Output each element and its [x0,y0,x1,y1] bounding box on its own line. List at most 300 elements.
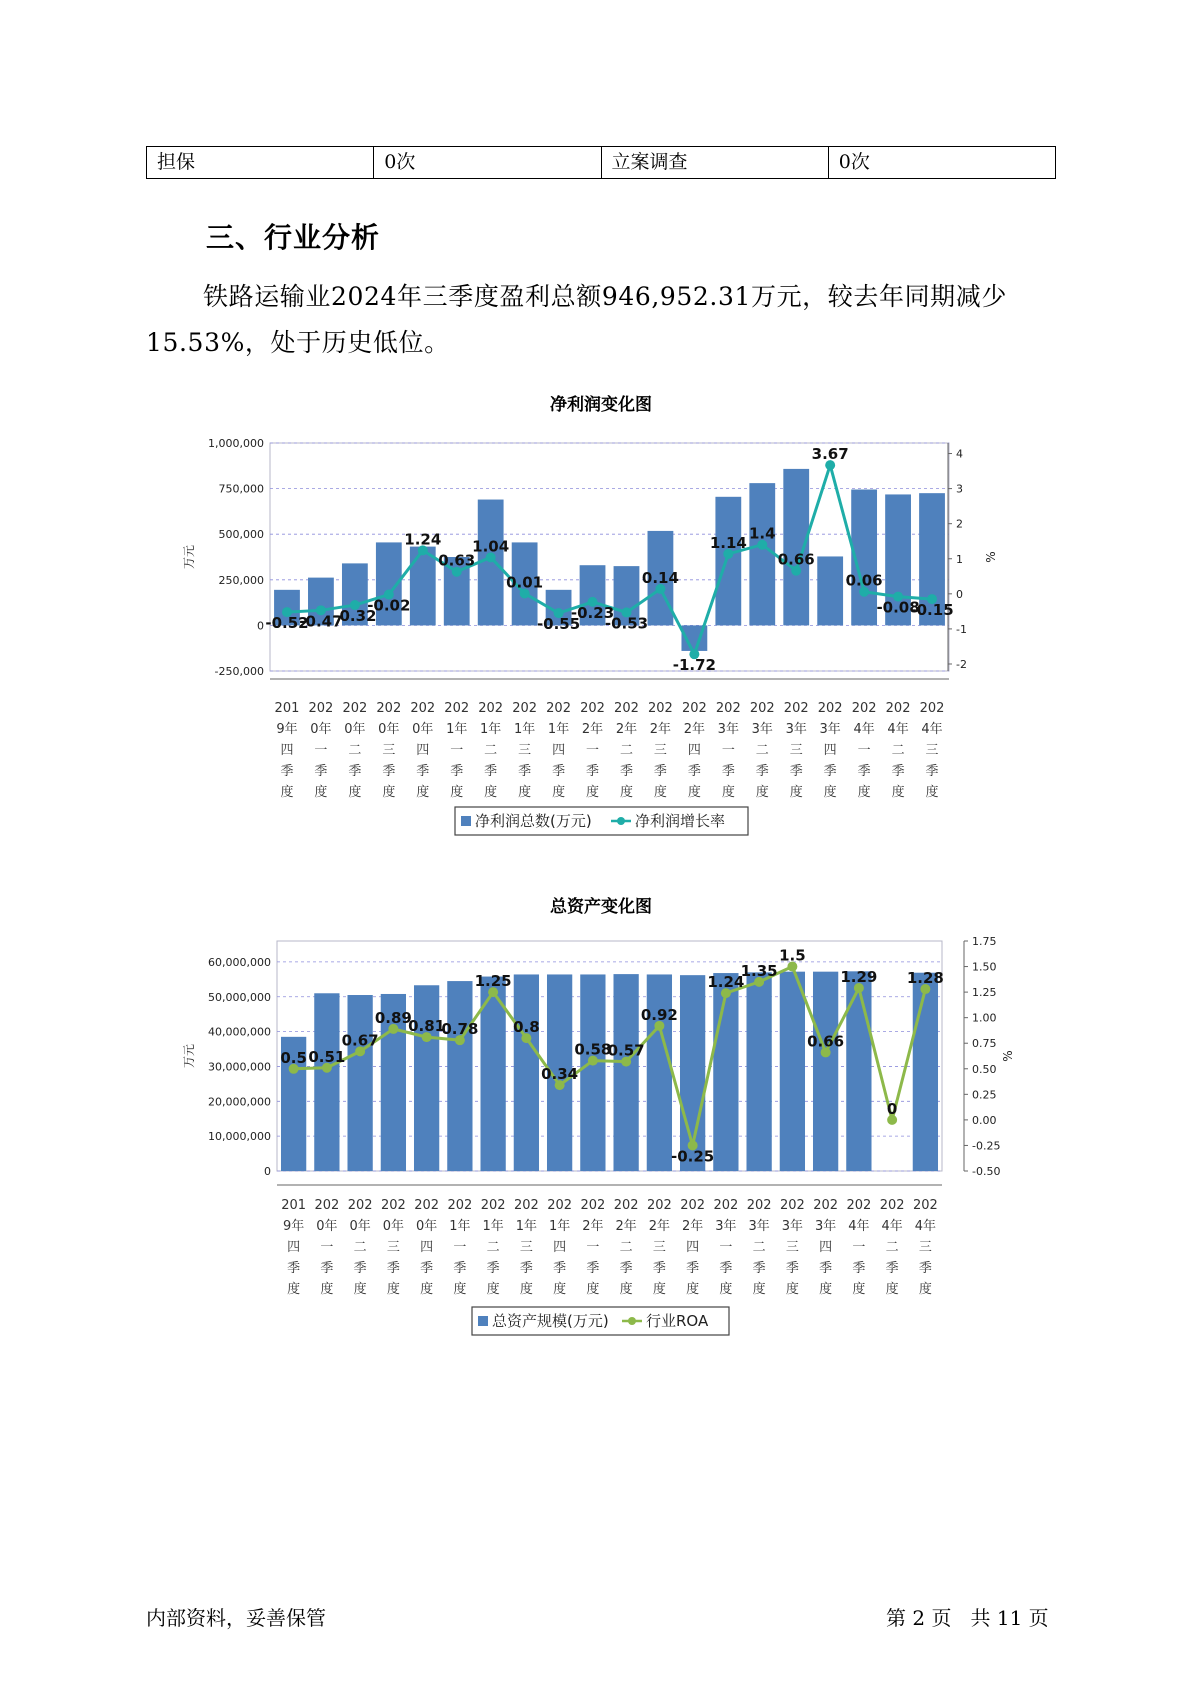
data-label: 1.29 [840,968,878,987]
x-tick-label: 0年 [382,1219,405,1234]
x-tick-label: 季 [619,764,633,779]
y2-axis-label: % [984,551,998,563]
y-tick-label: -250,000 [214,665,264,678]
y2-tick-label: -0.50 [972,1165,1001,1178]
x-tick-label: 度 [518,785,532,800]
data-label: 0.81 [408,1017,446,1036]
x-tick-label: 202 [648,701,673,716]
x-tick-label: 季 [785,1261,799,1276]
y-tick-label: 30,000,000 [208,1060,271,1074]
y2-tick-label: 1.50 [972,960,997,974]
legend-label: 净利润增长率 [635,812,726,830]
x-tick-label: 季 [484,764,498,779]
y2-tick-label: 0.50 [972,1062,997,1076]
x-tick-label: 二 [619,743,633,758]
summary-table [146,146,1056,179]
bar [913,973,938,1171]
data-label: 0 [886,1099,898,1118]
x-tick-label: 度 [857,785,871,800]
x-tick-label: 1年 [548,1219,571,1234]
x-tick-label: 3年 [785,722,807,737]
x-tick-label: 季 [519,1261,533,1276]
x-tick-label: 202 [614,701,639,716]
x-tick-label: 202 [783,701,809,716]
x-tick-label: 202 [512,701,538,716]
x-tick-label: 202 [513,1198,539,1213]
x-tick-label: 度 [885,1282,899,1297]
x-tick-label: 四 [416,743,430,758]
x-tick-label: 度 [314,785,328,800]
x-tick-label: 三 [789,743,803,758]
x-tick-label: 四 [553,1240,567,1255]
x-tick-label: 4年 [881,1219,903,1234]
table-cell: 0次 [828,147,1055,179]
x-tick-label: 2年 [582,1219,604,1234]
x-tick-label: 度 [925,785,939,800]
y-tick-label: 60,000,000 [208,955,271,969]
x-tick-label: 2年 [648,1219,671,1234]
total-assets-chart [180,895,1015,1345]
data-label: -1.72 [672,656,716,675]
data-label: 0.66 [777,550,815,569]
x-tick-label: 度 [453,1282,467,1297]
x-tick-label: 202 [715,701,741,716]
x-tick-label: 度 [420,1282,434,1297]
data-label: 0.01 [506,573,544,592]
x-tick-label: 202 [879,1198,905,1213]
x-tick-label: 202 [308,701,334,716]
x-tick-label: 度 [755,785,769,800]
x-tick-label: 三 [785,1240,799,1255]
x-tick-label: 4年 [848,1219,870,1234]
bar [580,974,605,1171]
bar [314,993,339,1171]
x-tick-label: 度 [918,1282,932,1297]
x-tick-label: 2年 [649,722,672,737]
x-tick-label: 季 [518,764,532,779]
y2-tick-label: 2 [956,517,963,531]
x-tick-label: 四 [552,743,566,758]
x-tick-label: 季 [719,1261,733,1276]
y-tick-label: 10,000,000 [208,1130,271,1144]
x-tick-label: 201 [281,1198,307,1213]
x-tick-label: 度 [653,785,667,800]
x-tick-label: 四 [823,743,837,758]
data-label: -0.23 [570,603,615,622]
data-label: 0.5 [280,1048,307,1067]
data-label: -0.08 [876,598,920,617]
x-tick-label: 季 [752,1261,766,1276]
y-tick-label: 0 [264,1165,271,1178]
x-tick-label: 四 [687,743,701,758]
y-axis-label: 万元 [182,544,196,570]
data-label: 1.14 [709,533,747,552]
y2-tick-label: 1.00 [972,1011,997,1025]
table-cell: 担保 [147,147,374,179]
bar [410,547,436,626]
data-label: -0.52 [265,614,309,633]
x-tick-label: 度 [619,785,633,800]
x-tick-label: 9年 [282,1219,305,1234]
y2-tick-label: 0.25 [972,1088,997,1102]
x-tick-label: 度 [552,785,566,800]
x-tick-label: 季 [353,1261,367,1276]
bar [817,556,843,625]
x-tick-label: 202 [851,701,877,716]
x-tick-label: 一 [586,1240,600,1255]
x-tick-label: 季 [287,1261,301,1276]
x-tick-label: 202 [912,1198,938,1213]
bar [613,974,638,1171]
x-tick-label: 度 [484,785,498,800]
y2-tick-label: 1 [956,552,963,566]
x-tick-label: 季 [619,1261,633,1276]
x-tick-label: 季 [486,1261,500,1276]
x-tick-label: 季 [320,1261,334,1276]
x-tick-label: 季 [687,764,701,779]
x-tick-label: 度 [280,785,294,800]
x-tick-label: 一 [314,743,328,758]
x-tick-label: 1年 [515,1219,538,1234]
x-tick-label: 一 [453,1240,467,1255]
x-tick-label: 季 [416,764,430,779]
data-label: 3.67 [811,445,849,464]
x-tick-label: 度 [619,1282,633,1297]
x-tick-label: 3年 [751,722,773,737]
x-tick-label: 202 [580,701,605,716]
x-tick-label: 0年 [415,1219,438,1234]
x-tick-label: 1年 [446,722,468,737]
x-tick-label: 2年 [615,722,638,737]
data-label: 0.51 [308,1047,346,1066]
x-tick-label: 三 [653,743,667,758]
x-tick-label: 度 [823,785,837,800]
data-label: 1.4 [748,524,776,543]
x-tick-label: 季 [552,764,566,779]
x-tick-label: 1年 [547,722,570,737]
data-label: 0.14 [641,568,679,587]
data-label: 0.89 [374,1008,412,1027]
x-tick-label: 二 [348,743,362,758]
x-tick-label: 度 [586,785,600,800]
x-tick-label: 度 [353,1282,367,1297]
x-tick-label: 三 [918,1240,932,1255]
x-tick-label: 202 [444,701,470,716]
x-tick-label: 二 [891,743,905,758]
x-tick-label: 四 [280,743,294,758]
x-tick-label: 季 [280,764,294,779]
x-tick-label: 季 [386,1261,400,1276]
x-tick-label: 1年 [449,1219,471,1234]
x-tick-label: 三 [518,743,532,758]
x-tick-label: 2年 [615,1219,637,1234]
x-tick-label: 1年 [482,1219,504,1234]
x-tick-label: 季 [586,764,600,779]
y-tick-label: 20,000,000 [208,1095,271,1109]
x-tick-label: 二 [755,743,769,758]
x-tick-label: 四 [420,1240,434,1255]
y2-tick-label: 0 [956,587,963,601]
x-tick-label: 度 [789,785,803,800]
x-tick-label: 3年 [715,1219,737,1234]
x-tick-label: 4年 [853,722,875,737]
y-axis-label: 万元 [182,1043,196,1069]
x-tick-label: 季 [382,764,396,779]
x-tick-label: 202 [779,1198,805,1213]
data-label: -0.55 [536,615,581,634]
footer-confidential: 内部资料，妥善保管 [146,1606,326,1630]
data-label: -0.47 [299,612,343,631]
x-tick-label: 0年 [344,722,366,737]
data-label: 0.34 [541,1065,579,1084]
data-label: 1.5 [779,946,806,965]
x-tick-label: 202 [713,1198,739,1213]
data-label: 1.35 [740,961,778,980]
x-tick-label: 0年 [412,722,434,737]
x-tick-label: 度 [416,785,430,800]
y-tick-label: 40,000,000 [208,1025,271,1039]
x-tick-label: 度 [721,785,735,800]
data-label: 0.8 [513,1018,540,1037]
x-tick-label: 三 [925,743,939,758]
x-tick-label: 一 [719,1240,733,1255]
x-tick-label: 季 [686,1261,700,1276]
x-tick-label: 三 [519,1240,533,1255]
x-tick-label: 202 [376,701,402,716]
x-tick-label: 9年 [276,722,298,737]
x-tick-label: 202 [646,1198,672,1213]
x-tick-label: 度 [553,1282,567,1297]
x-tick-label: 季 [891,764,905,779]
x-tick-label: 202 [613,1198,639,1213]
bar [514,974,539,1171]
x-tick-label: 季 [453,1261,467,1276]
data-label: 0.67 [341,1031,379,1050]
y2-tick-label: -2 [956,657,967,671]
data-label: -0.25 [671,1147,715,1166]
x-tick-label: 2年 [581,722,604,737]
x-tick-label: 季 [348,764,362,779]
x-tick-label: 二 [885,1240,899,1255]
data-label: 0.63 [438,551,476,570]
data-label: -0.02 [367,596,411,615]
x-tick-label: 四 [287,1240,301,1255]
x-tick-label: 202 [885,701,911,716]
analysis-paragraph: 铁路运输业2024年三季度盈利总额946,952.31万元，较去年同期减少15.53%，处于历史低位。 [146,282,1007,357]
x-tick-label: 一 [586,743,600,758]
y-tick-label: 250,000 [218,573,264,587]
bar [846,971,871,1171]
bar [813,972,838,1171]
x-tick-label: 季 [450,764,464,779]
x-tick-label: 3年 [717,722,739,737]
data-label: -0.32 [333,607,377,626]
x-tick-label: 季 [586,1261,600,1276]
x-tick-label: 一 [857,743,871,758]
x-tick-label: 1年 [480,722,502,737]
x-tick-label: 202 [478,701,504,716]
x-tick-label: 202 [447,1198,473,1213]
data-label: 1.25 [474,972,512,991]
data-label: 0.06 [845,571,883,590]
x-tick-label: 202 [749,701,775,716]
data-label: 1.04 [472,537,510,556]
x-tick-label: 度 [486,1282,500,1297]
y2-tick-label: 4 [956,447,963,461]
x-tick-label: 季 [819,1261,833,1276]
data-label: 1.24 [707,973,745,992]
x-tick-label: 度 [785,1282,799,1297]
x-tick-label: 三 [652,1240,666,1255]
data-label: -0.15 [910,601,954,620]
x-tick-label: 1年 [513,722,536,737]
bar [647,974,672,1171]
x-tick-label: 四 [686,1240,700,1255]
x-tick-label: 季 [789,764,803,779]
x-tick-label: 202 [546,701,571,716]
x-tick-label: 度 [819,1282,833,1297]
x-tick-label: 季 [652,1261,666,1276]
y-tick-label: 1,000,000 [208,437,264,450]
x-tick-label: 202 [380,1198,406,1213]
x-tick-label: 度 [686,1282,700,1297]
y2-tick-label: 0.75 [972,1037,997,1051]
table-cell: 立案调查 [601,147,828,179]
section-heading: 三、行业分析 [206,221,381,254]
x-tick-label: 202 [846,1198,872,1213]
x-tick-label: 度 [382,785,396,800]
x-tick-label: 3年 [781,1219,804,1234]
x-tick-label: 0年 [316,1219,338,1234]
data-label: 0.78 [441,1020,479,1039]
x-tick-label: 度 [719,1282,733,1297]
x-tick-label: 三 [382,743,396,758]
bar [749,483,775,625]
x-tick-label: 202 [480,1198,506,1213]
bar [447,981,472,1171]
x-tick-label: 2年 [683,722,706,737]
x-tick-label: 一 [852,1240,866,1255]
bar [746,972,771,1171]
x-tick-label: 季 [755,764,769,779]
x-tick-label: 202 [817,701,843,716]
chart-title: 净利润变化图 [550,395,652,415]
x-tick-label: 3年 [814,1219,837,1234]
x-tick-label: 季 [918,1261,932,1276]
x-tick-label: 季 [553,1261,567,1276]
x-tick-label: 202 [680,1198,706,1213]
x-tick-label: 季 [823,764,837,779]
x-tick-label: 201 [274,701,300,716]
x-tick-label: 202 [547,1198,573,1213]
y2-tick-label: 0.00 [972,1113,997,1127]
y-tick-label: 0 [257,619,264,633]
bar [780,972,805,1171]
data-label: 0.57 [607,1041,645,1060]
data-label: 0.92 [640,1005,678,1024]
data-label: -0.53 [604,614,649,633]
x-tick-label: 季 [925,764,939,779]
x-tick-label: 季 [885,1261,899,1276]
y2-tick-label: -1 [956,622,967,636]
x-tick-label: 202 [746,1198,772,1213]
data-label: 0.58 [574,1040,612,1059]
y-tick-label: 500,000 [218,528,264,542]
bar [414,985,439,1171]
x-tick-label: 度 [652,1282,666,1297]
chart-title: 总资产变化图 [550,897,652,917]
x-tick-label: 二 [752,1240,766,1255]
y-tick-label: 50,000,000 [208,990,271,1004]
x-tick-label: 四 [819,1240,833,1255]
x-tick-label: 202 [681,701,707,716]
x-tick-label: 度 [450,785,464,800]
bar [715,497,741,626]
data-label: 1.24 [404,530,442,549]
x-tick-label: 202 [919,701,945,716]
y2-tick-label: -0.25 [972,1139,1001,1153]
legend-label: 行业ROA [646,1312,709,1330]
y2-axis-label: % [1001,1050,1015,1062]
footer-page-number: 第 2 页 共 11 页 [886,1606,1049,1630]
legend-line-marker [628,1317,636,1325]
x-tick-label: 202 [347,1198,373,1213]
legend-line-marker [617,817,625,825]
x-tick-label: 季 [857,764,871,779]
x-tick-label: 202 [813,1198,839,1213]
net-profit-chart [180,395,998,845]
table-cell: 0次 [374,147,601,179]
x-tick-label: 202 [580,1198,606,1213]
x-tick-label: 度 [891,785,905,800]
y-tick-label: 750,000 [218,482,264,496]
x-tick-label: 季 [852,1261,866,1276]
x-tick-label: 0年 [310,722,332,737]
bar [713,973,738,1171]
x-tick-label: 202 [414,1198,440,1213]
x-tick-label: 4年 [921,722,943,737]
data-label: 0.66 [807,1032,845,1051]
x-tick-label: 季 [653,764,667,779]
x-tick-label: 度 [320,1282,334,1297]
x-tick-label: 度 [348,785,362,800]
bar [347,995,372,1171]
x-tick-label: 季 [420,1261,434,1276]
x-tick-label: 度 [852,1282,866,1297]
x-tick-label: 度 [287,1282,301,1297]
y2-tick-label: 1.25 [972,986,997,1000]
x-tick-label: 季 [314,764,328,779]
x-tick-label: 一 [320,1240,334,1255]
x-tick-label: 季 [721,764,735,779]
x-tick-label: 2年 [681,1219,704,1234]
x-tick-label: 度 [687,785,701,800]
x-tick-label: 3年 [748,1219,770,1234]
x-tick-label: 一 [721,743,735,758]
plot-frame [270,443,949,671]
legend-label: 总资产规模(万元) [492,1312,609,1330]
y2-tick-label: 1.75 [972,935,997,948]
legend-label: 净利润总数(万元) [475,812,592,830]
data-label: 1.28 [906,969,944,988]
x-tick-label: 二 [619,1240,633,1255]
x-tick-label: 0年 [378,722,400,737]
legend-bar-swatch [478,1316,488,1326]
x-tick-label: 度 [752,1282,766,1297]
legend-bar-swatch [461,816,471,826]
x-tick-label: 三 [386,1240,400,1255]
x-tick-label: 二 [486,1240,500,1255]
